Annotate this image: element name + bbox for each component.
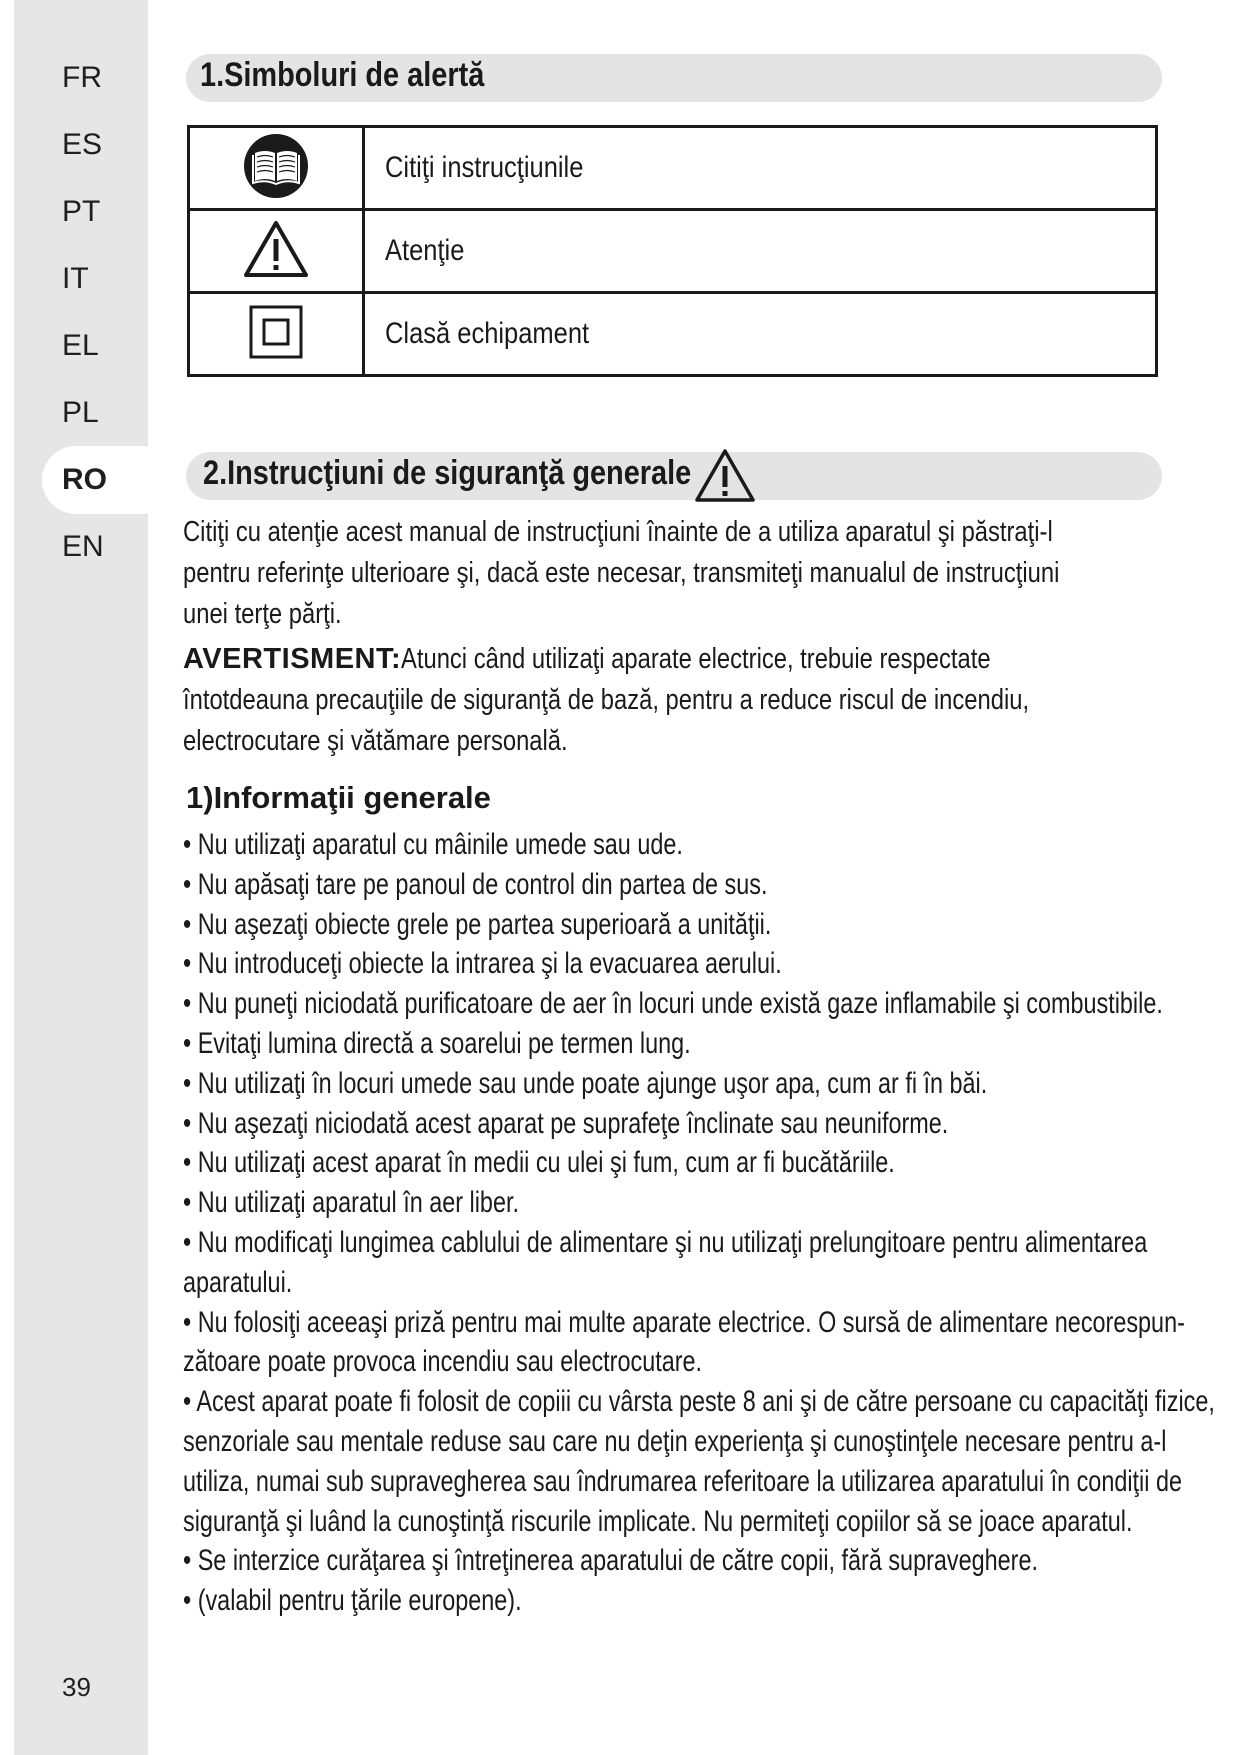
lang-tab-pt[interactable]: PT [62,195,101,228]
lang-tab-pl[interactable]: PL [62,396,99,429]
list-item-continuation: aparatului. [183,1265,293,1299]
list-item: • Nu folosiţi aceeaşi priză pentru mai multe aparate electrice. O sursă de alimentare necorespun- [183,1305,1185,1339]
table-row [189,210,1157,293]
warning-triangle-icon [243,219,309,279]
symbol-label: Clasă echipament [385,317,590,350]
list-item: • Nu modificaţi lungimea cablului de alimentare şi nu utilizaţi prelungitoare pentru alimentarea [183,1225,1148,1259]
warning-line: întotdeauna precauţiile de siguranţă de bază, pentru a reduce riscul de incendiu, [183,684,1030,716]
section-1-title: 1.Simboluri de alertă [200,56,485,94]
intro-paragraph [183,512,1173,635]
table-row [189,293,1157,376]
list-item: • Acest aparat poate fi folosit de copiii cu vârsta peste 8 ani şi de către persoane cu capacităţi fizice, [183,1385,1215,1419]
book-icon [243,133,309,199]
warning-triangle-icon [694,448,756,504]
warning-line: electrocutare şi vătămare personală. [183,725,568,757]
list-item: • Nu utilizaţi aparatul cu mâinile umede sau ude. [183,828,683,861]
symbol-label: Atenţie [385,234,465,267]
list-item: • Nu aşezaţi niciodată acest aparat pe suprafeţe înclinate sau neuniforme. [183,1106,949,1140]
lang-tab-it[interactable]: IT [62,262,89,295]
intro-line: pentru referinţe ulterioare şi, dacă este necesar, transmiteţi manualul de instrucţiuni [183,557,1060,589]
table-row [189,127,1157,210]
general-info-heading: 1)Informaţii generale [186,780,491,815]
lang-tab-el[interactable]: EL [62,329,99,362]
warning-paragraph [183,639,1173,762]
intro-line: unei terţe părţi. [183,598,342,630]
intro-line: Citiţi cu atenţie acest manual de instrucţiuni înainte de a utiliza aparatul şi păstraţi-l [183,516,1053,548]
list-item: • Nu introduceţi obiecte la intrarea şi la evacuarea aerului. [183,947,782,981]
warning-line-text: Atunci când utilizaţi aparate electrice, trebuie respectate [401,643,991,675]
list-item: • Nu utilizaţi acest aparat în medii cu ulei şi fum, cum ar fi bucătăriile. [183,1146,895,1180]
lang-tab-fr[interactable]: FR [62,61,102,94]
lang-tab-ro[interactable]: RO [62,463,107,496]
list-item: • Nu apăsaţi tare pe panoul de control din partea de sus. [183,867,768,901]
lang-tab-en[interactable]: EN [62,530,104,563]
double-square-icon [249,305,303,359]
list-item-continuation: senzoriale sau mentale reduse sau care nu deţin experienţa şi cunoştinţele necesare pentru a-l [183,1424,1167,1458]
list-item: • Evitaţi lumina directă a soarelui pe termen lung. [183,1026,691,1060]
list-item: • Nu utilizaţi în locuri umede sau unde poate ajunge uşor apa, cum ar fi în băi. [183,1066,988,1100]
list-item-continuation: siguranţă şi luând la cunoştinţă riscurile implicate. Nu permiteţi copiilor să se joace aparatul. [183,1504,1133,1538]
list-item: • Nu aşezaţi obiecte grele pe partea superioară a unităţii. [183,907,772,941]
list-item-continuation: zătoare poate provoca incendiu sau electrocutare. [183,1345,703,1379]
section-2-title: 2.Instrucţiuni de siguranţă generale [203,454,692,492]
warning-line [183,639,1173,680]
page-number: 39 [62,1672,91,1702]
list-item: • Nu utilizaţi aparatul în aer liber. [183,1186,519,1220]
lang-tab-es[interactable]: ES [62,128,103,161]
list-item-continuation: utiliza, numai sub supravegherea sau îndrumarea referitoare la utilizarea aparatului în condiţii de [183,1464,1182,1498]
list-item: • Nu puneţi niciodată purificatoare de aer în locuri unde există gaze inflamabile şi combustibile. [183,987,1163,1021]
general-info-list [183,825,1215,1621]
list-item: • (valabil pentru ţările europene). [183,1584,522,1618]
symbol-label: Citiţi instrucţiunile [385,151,584,184]
alert-symbols-table [187,125,1158,377]
list-item: • Se interzice curăţarea şi întreţinerea aparatului de către copii, fără supraveghere. [183,1544,1038,1578]
warning-label: AVERTISMENT: [183,643,402,675]
